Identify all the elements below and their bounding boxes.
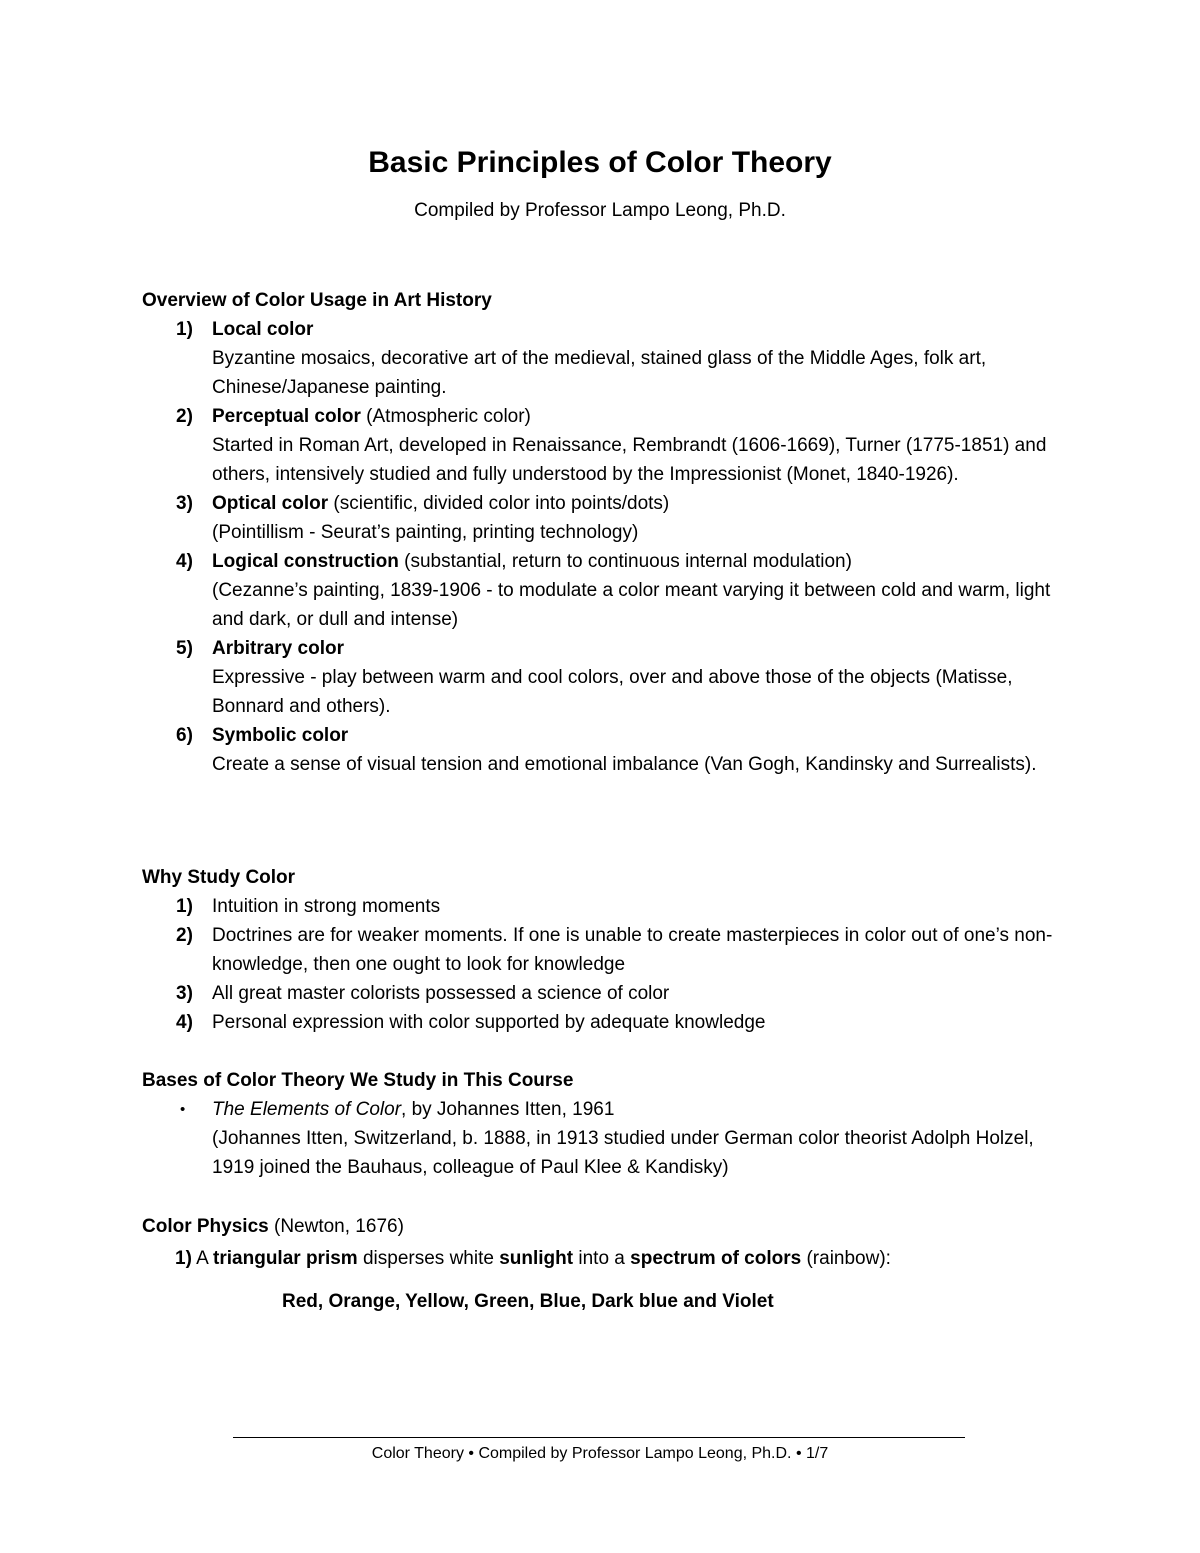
list-item [142, 979, 1062, 1008]
text-run: into a [573, 1248, 631, 1269]
list-item [142, 402, 1062, 489]
item-number: 4) [176, 1012, 193, 1033]
item-term: Logical construction [212, 551, 399, 572]
list-item [142, 892, 1062, 921]
list-item [142, 634, 1062, 721]
item-term: Perceptual color [212, 406, 361, 427]
item-number: 4) [176, 551, 193, 572]
physics-heading [142, 1212, 404, 1241]
list-item [142, 547, 1062, 634]
item-note: (substantial, return to continuous internal modulation) [404, 551, 852, 572]
item-number: 6) [176, 725, 193, 746]
list-item [142, 1008, 1062, 1037]
bases-heading: Bases of Color Theory We Study in This Course [142, 1070, 574, 1091]
physics-heading-text: Color Physics [142, 1216, 269, 1237]
item-note: (Atmospheric color) [366, 406, 531, 427]
emphasis: spectrum of colors [630, 1248, 802, 1269]
item-description: (Johannes Itten, Switzerland, b. 1888, in 1913 studied under German color theorist Adolph Holzel, 1919 joined the Bauhaus, colleague of Paul Klee & Kandisky) [212, 1128, 1034, 1178]
bases-list [142, 1095, 1062, 1182]
item-number: 1) [176, 896, 193, 917]
item-term: Local color [212, 319, 314, 340]
item-number: 2) [176, 406, 193, 427]
item-number: 1) [175, 1248, 192, 1269]
item-description: Byzantine mosaics, decorative art of the medieval, stained glass of the Middle Ages, folk art, Chinese/Japanese painting. [212, 348, 987, 398]
list-item [142, 921, 1062, 979]
page-footer: Color Theory • Compiled by Professor Lampo Leong, Ph.D. • 1/7 [371, 1445, 829, 1462]
item-number: 3) [176, 983, 193, 1004]
overview-list [142, 315, 1062, 779]
physics-statement [175, 1244, 891, 1273]
item-text: Personal expression with color supported by adequate knowledge [212, 1012, 766, 1033]
item-number: 1) [176, 319, 193, 340]
overview-heading: Overview of Color Usage in Art History [142, 290, 492, 311]
item-description: Expressive - play between warm and cool colors, over and above those of the objects (Matisse, Bonnard and others). [212, 667, 1013, 717]
emphasis: sunlight [499, 1248, 574, 1269]
item-note: (scientific, divided color into points/dots) [333, 493, 670, 514]
why-heading: Why Study Color [142, 867, 296, 888]
item-term: Symbolic color [212, 725, 349, 746]
item-term: Arbitrary color [212, 638, 344, 659]
item-description: Started in Roman Art, developed in Renaissance, Rembrandt (1606-1669), Turner (1775-1851) and others, intensively studied and fully understood by the Impressionist (Monet, 1840-1926). [212, 435, 1047, 485]
list-item [142, 721, 1062, 779]
book-title: The Elements of Color [212, 1099, 402, 1120]
item-text: All great master colorists possessed a science of color [212, 983, 670, 1004]
page-title: Basic Principles of Color Theory [368, 146, 832, 179]
item-number: 3) [176, 493, 193, 514]
item-description: (Cezanne’s painting, 1839-1906 - to modulate a color meant varying it between cold and warm, light and dark, or dull and intense) [212, 580, 1051, 630]
item-number: 2) [176, 925, 193, 946]
footer-divider [233, 1437, 965, 1438]
physics-heading-note: (Newton, 1676) [274, 1216, 404, 1237]
text-run: disperses white [357, 1248, 500, 1269]
book-info: , by Johannes Itten, 1961 [401, 1099, 615, 1120]
page-subtitle: Compiled by Professor Lampo Leong, Ph.D. [414, 200, 786, 221]
item-description: (Pointillism - Seurat’s painting, printing technology) [212, 522, 639, 543]
item-text: Intuition in strong moments [212, 896, 441, 917]
list-item [142, 315, 1062, 402]
spectrum-colors: Red, Orange, Yellow, Green, Blue, Dark blue and Violet [282, 1291, 774, 1312]
item-term: Optical color [212, 493, 329, 514]
item-description: Create a sense of visual tension and emotional imbalance (Van Gogh, Kandinsky and Surrealists). [212, 754, 1037, 775]
text-run: (rainbow): [801, 1248, 891, 1269]
item-text: Doctrines are for weaker moments. If one is unable to create masterpieces in color out of one’s non-knowledge, then one ought to look for knowledge [212, 925, 1053, 975]
list-item [142, 489, 1062, 547]
item-number: 5) [176, 638, 193, 659]
list-item [142, 1095, 1062, 1182]
bullet-icon: • [180, 1101, 186, 1118]
text-run: A [196, 1248, 214, 1269]
emphasis: triangular prism [213, 1248, 358, 1269]
why-list [142, 892, 1062, 1037]
